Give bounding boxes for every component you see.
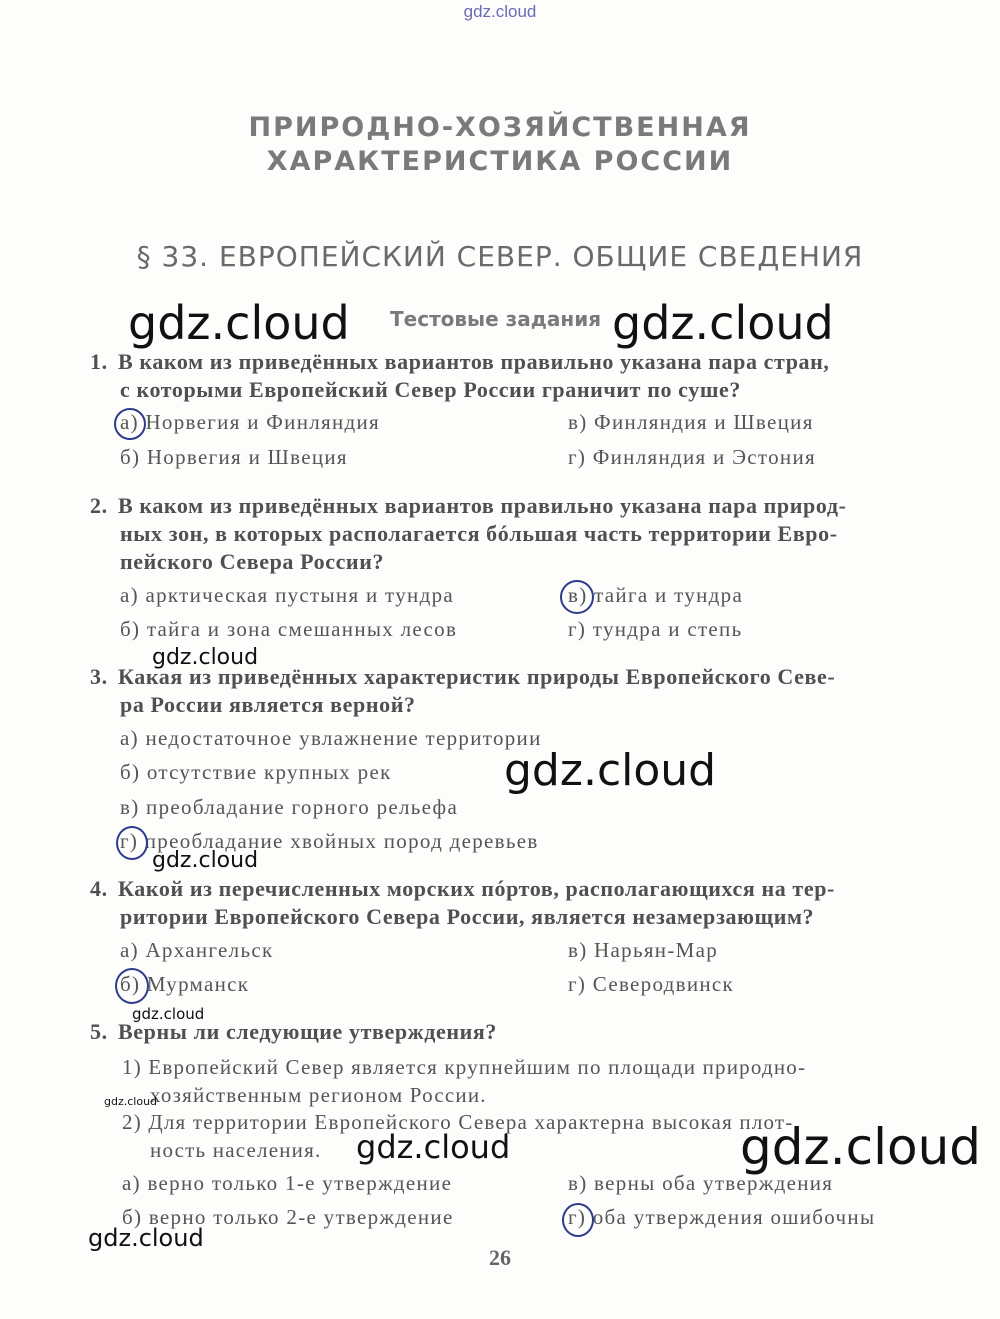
- question-1: [90, 348, 920, 404]
- question-number: 4.: [90, 876, 108, 901]
- option-q3-g: г) преобладание хвойных пород деревьев: [120, 829, 539, 853]
- watermark-overlay: gdz.cloud: [504, 745, 717, 796]
- option-q2-v: в) тайга и тундра: [568, 583, 744, 607]
- question-3: [90, 663, 920, 719]
- question-text: Какой из перечисленных морских пóртов, располагающихся на тер-: [118, 876, 835, 901]
- option-q1-v: в) Финляндия и Швеция: [568, 410, 814, 434]
- statement-line: 1) Европейский Север является крупнейшим по площади природно-: [122, 1055, 807, 1079]
- answer-circle-mark: [560, 580, 594, 614]
- question-number: 5.: [90, 1019, 108, 1044]
- option-q4-v: в) Нарьян-Мар: [568, 938, 719, 962]
- option-q3-b: б) отсутствие крупных рек: [120, 760, 392, 784]
- option-q5-a: а) верно только 1-е утверждение: [122, 1171, 453, 1195]
- watermark-overlay: gdz.cloud: [612, 296, 834, 350]
- option-q1-a: а) Норвегия и Финляндия: [120, 410, 381, 434]
- question-number: 3.: [90, 664, 108, 689]
- page-number: 26: [489, 1245, 511, 1270]
- question-number: 2.: [90, 493, 108, 518]
- watermark-overlay: gdz.cloud: [104, 1095, 158, 1108]
- statement-line: ность населения.: [150, 1138, 322, 1162]
- section-title: § 33. ЕВРОПЕЙСКИЙ СЕВЕР. ОБЩИЕ СВЕДЕНИЯ: [136, 240, 864, 273]
- answer-circle-mark: [115, 968, 149, 1004]
- watermark-overlay: gdz.cloud: [152, 645, 259, 670]
- question-5: [90, 1018, 920, 1046]
- watermark-overlay: gdz.cloud: [128, 296, 350, 350]
- statement-line: 2) Для территории Европейского Севера характерна высокая плот-: [122, 1110, 794, 1134]
- watermark-overlay: gdz.cloud: [356, 1128, 511, 1166]
- option-q4-a: а) Архангельск: [120, 938, 274, 962]
- watermark-overlay: gdz.cloud: [152, 848, 259, 873]
- option-q5-g: г) оба утверждения ошибочны: [568, 1205, 876, 1229]
- question-text: ритории Европейского Севера России, является незамерзающим?: [120, 904, 815, 929]
- option-q2-g: г) тундра и степь: [568, 617, 743, 641]
- question-text: В каком из приведённых вариантов правильно указана пара природ-: [118, 493, 847, 518]
- question-text: ра России является верной?: [120, 692, 416, 717]
- option-q1-b: б) Норвегия и Швеция: [120, 445, 348, 469]
- question-text: пейского Севера России?: [120, 549, 385, 574]
- question-2: [90, 492, 920, 576]
- option-q2-b: б) тайга и зона смешанных лесов: [120, 617, 458, 641]
- chapter-title-line-1: ПРИРОДНО-ХОЗЯЙСТВЕННАЯ: [248, 112, 752, 143]
- watermark-overlay: gdz.cloud: [132, 1005, 205, 1023]
- statement-line: хозяйственным регионом России.: [150, 1083, 487, 1107]
- option-q5-b: б) верно только 2-е утверждение: [122, 1205, 454, 1229]
- question-text: ных зон, в которых располагается бóльшая часть территории Евро-: [120, 521, 838, 546]
- option-q4-g: г) Северодвинск: [568, 972, 735, 996]
- question-number: 1.: [90, 349, 108, 374]
- answer-circle-mark: [116, 826, 148, 860]
- watermark-overlay: gdz.cloud: [740, 1118, 982, 1176]
- statement-1: [122, 1053, 922, 1109]
- option-q1-g: г) Финляндия и Эстония: [568, 445, 816, 469]
- option-q4-b: б) Мурманск: [120, 972, 250, 996]
- question-text: с которыми Европейский Север России граничит по суше?: [120, 377, 741, 402]
- option-q3-v: в) преобладание горного рельефа: [120, 795, 459, 819]
- question-text: Какая из приведённых характеристик природы Европейского Севе-: [118, 664, 836, 689]
- option-q3-a: а) недостаточное увлажнение территории: [120, 726, 542, 750]
- answer-circle-mark: [114, 408, 146, 440]
- watermark-overlay: gdz.cloud: [88, 1224, 204, 1252]
- option-q5-v: в) верны оба утверждения: [568, 1171, 834, 1195]
- top-watermark: gdz.cloud: [463, 2, 537, 21]
- subheading: Тестовые задания: [390, 307, 602, 331]
- option-q2-a: а) арктическая пустыня и тундра: [120, 583, 454, 607]
- question-text: В каком из приведённых вариантов правильно указана пара стран,: [118, 349, 830, 374]
- answer-circle-mark: [562, 1203, 594, 1237]
- chapter-title-line-2: ХАРАКТЕРИСТИКА РОССИИ: [266, 146, 734, 177]
- question-text: Верны ли следующие утверждения?: [118, 1019, 497, 1044]
- question-4: [90, 875, 920, 931]
